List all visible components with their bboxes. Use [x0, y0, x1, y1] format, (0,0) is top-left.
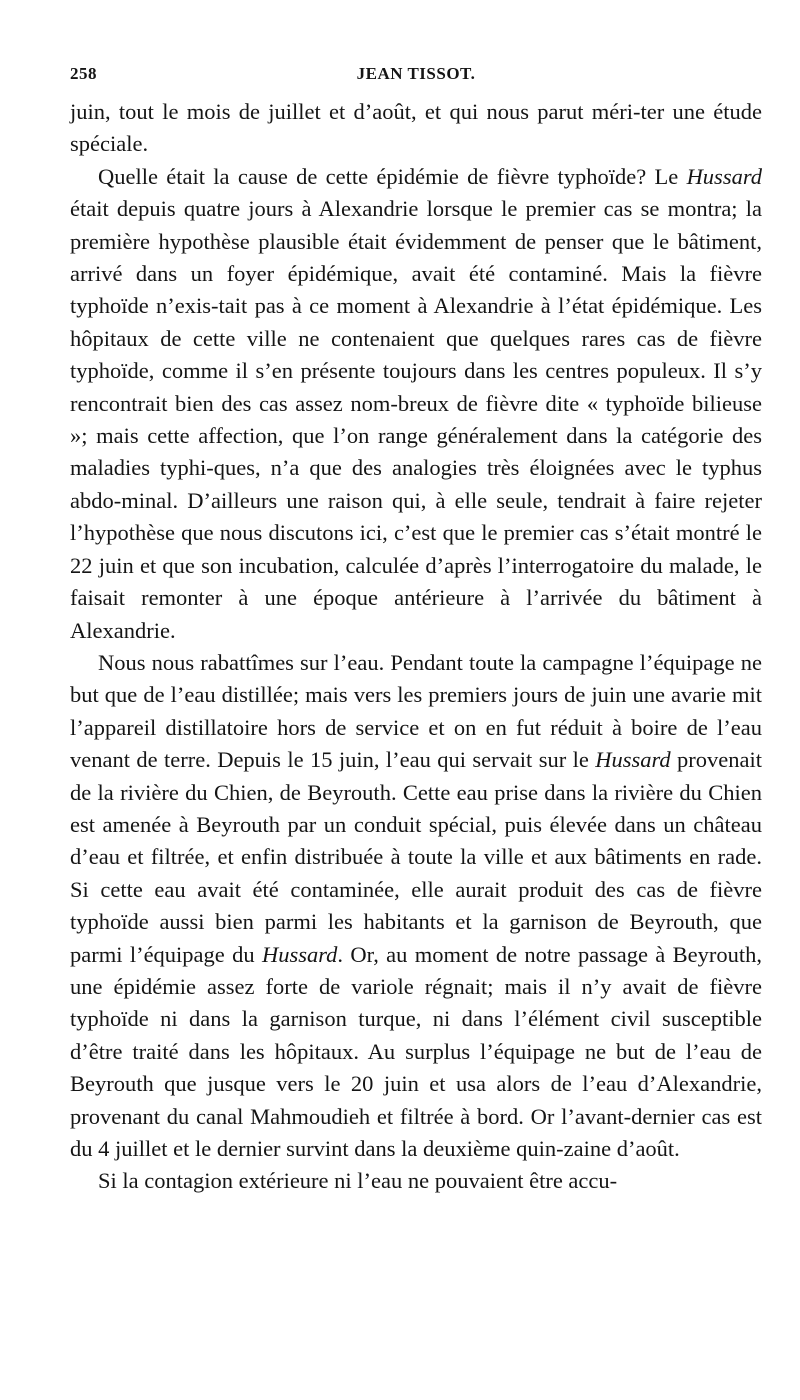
- running-title: JEAN TISSOT.: [356, 64, 476, 83]
- paragraph: [70, 161, 762, 647]
- text-run: juin, tout le mois de juillet et d’août, et qui nous parut méri-ter une étude spéciale.: [70, 99, 762, 157]
- text-run: était depuis quatre jours à Alexandrie lorsque le premier cas se montra; la première hypothèse plausible était évidemment de penser que le bâtiment, arrivé dans un foyer épidémique, avait été contaminé. Mais la fièvre typhoïde n’exis-tait pas à ce moment à Alexandrie à l’état épidémique. Les hôpitaux de cette ville ne contenaient que quelques rares cas de fièvre typhoïde, comme il s’en présente toujours dans les centres populeux. Il s’y rencontrait bien des cas assez nom-breux de fièvre dite « typhoïde bilieuse »; mais cette affection, que l’on range généralement dans la catégorie des maladies typhi-ques, n’a que des analogies très éloignées avec le typhus abdo-minal. D’ailleurs une raison qui, à elle seule, tendrait à faire rejeter l’hypothèse que nous discutons ici, c’est que le premier cas s’était montré le 22 juin et que son incubation, calculée d’après l’interrogatoire du malade, le faisait remonter à une époque antérieure à l’arrivée du bâtiment à Alexandrie.: [70, 196, 762, 643]
- text-run: . Or, au moment de notre passage à Beyrouth, une épidémie assez forte de variole régnait; mais il n’y avait de fièvre typhoïde ni dans la garnison turque, ni dans l’élément civil susceptible d’être traité dans les hôpitaux. Au surplus l’équipage ne but de l’eau de Beyrouth que jusque vers le 20 juin et usa alors de l’eau d’Alexandrie, provenant du canal Mahmoudieh et filtrée à bord. Or l’avant-dernier cas est du 4 juillet et le dernier survint dans la deuxième quin-zaine d’août.: [70, 941, 763, 1161]
- text-run: provenait de la rivière du Chien, de Beyrouth. Cette eau prise dans la rivière du Chien est amenée à Beyrouth par un conduit spécial, puis élevée dans un château d’eau et filtrée, et enfin distribuée à toute la ville et aux bâtiments en rade. Si cette eau avait été contaminée, elle aurait produit des cas de fièvre typhoïde aussi bien parmi les habitants et la garnison de Beyrouth, que parmi l’équipage du: [70, 747, 762, 967]
- paragraph: [70, 1165, 762, 1197]
- text-run: Si la contagion extérieure ni l’eau ne pouvaient être accu-: [98, 1168, 618, 1194]
- ship-name: Hussard: [686, 163, 762, 189]
- body-text: [70, 96, 762, 1198]
- paragraph: [70, 96, 762, 161]
- text-run: Quelle était la cause de cette épidémie de fièvre typhoïde? Le: [98, 163, 687, 189]
- ship-name: Hussard: [595, 747, 671, 773]
- page-number: 258: [70, 64, 97, 83]
- paragraph: [70, 647, 762, 1166]
- ship-name: Hussard: [261, 941, 338, 967]
- text-run: Nous nous rabattîmes sur l’eau. Pendant toute la campagne l’équipage ne but que de l’eau distillée; mais vers les premiers jours de juin une avarie mit l’appareil distillatoire hors de service et on en fut réduit à boire de l’eau venant de terre. Depuis le 15 juin, l’eau qui servait sur le: [70, 649, 762, 773]
- running-head: [70, 58, 762, 88]
